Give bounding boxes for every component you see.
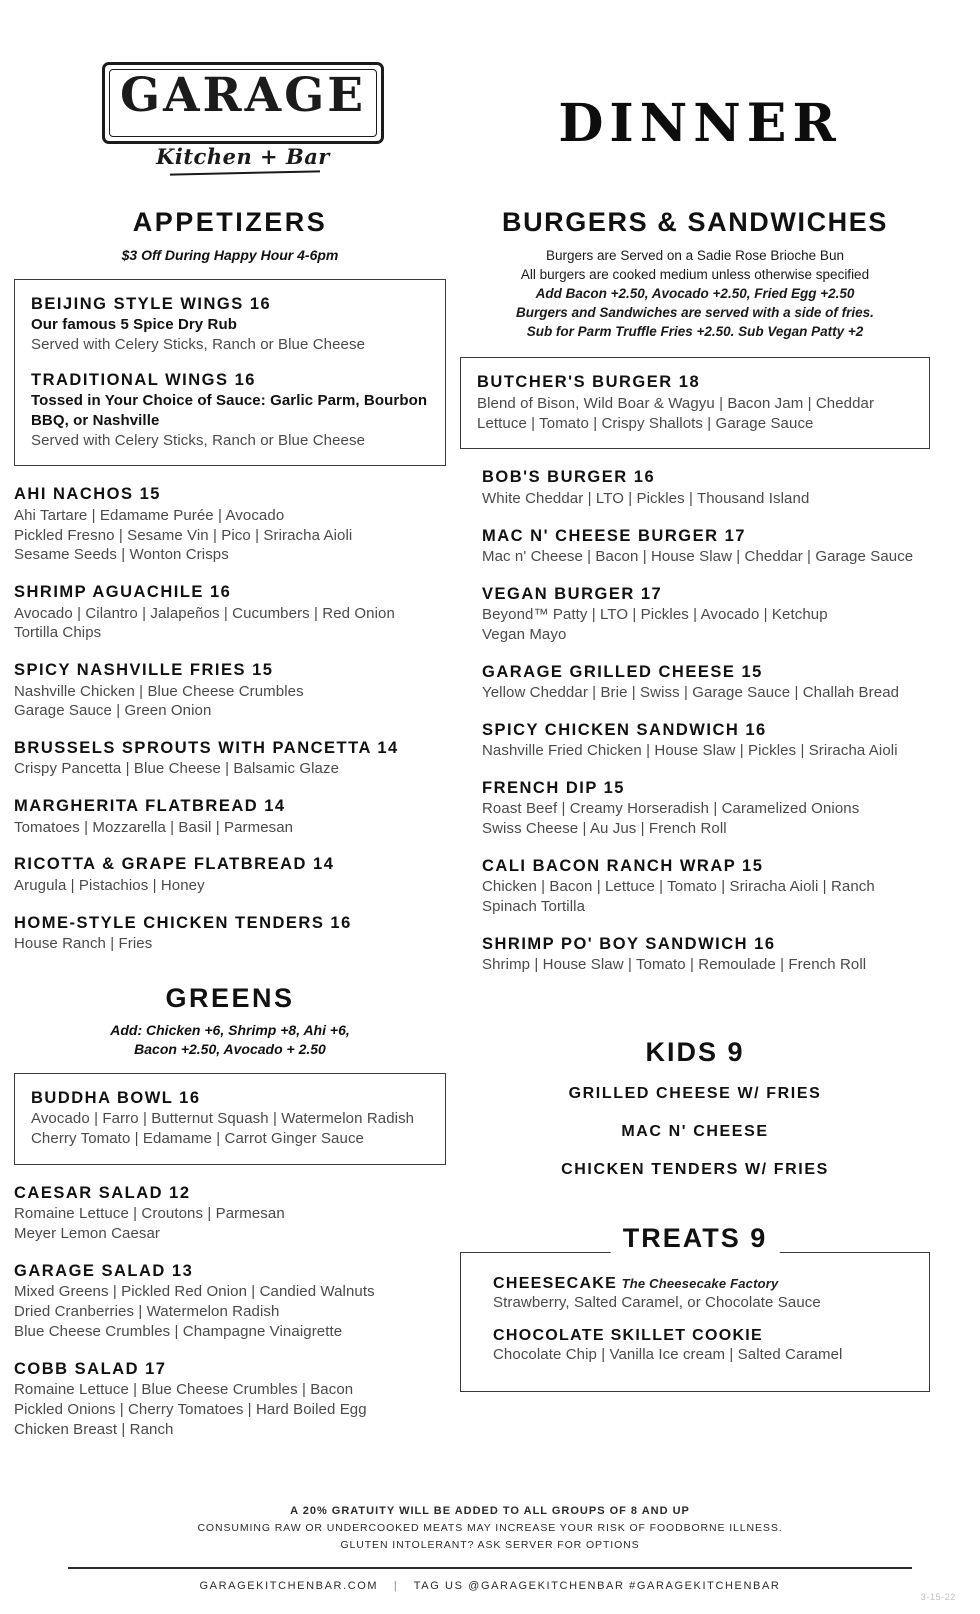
item-desc: Roast Beef | Creamy Horseradish | Caramelized Onions (482, 799, 860, 817)
gratuity-notice: A 20% GRATUITY WILL BE ADDED TO ALL GROUPS OF 8 AND UP (290, 1504, 690, 1517)
menu-footer (0, 1503, 980, 1614)
menu-item (477, 372, 913, 433)
menu-item (31, 294, 429, 355)
page-title: DINNER (558, 93, 842, 154)
treats-heading: TREATS 9 (611, 1223, 780, 1254)
item-name: VEGAN BURGER 17 (482, 584, 663, 603)
burgers-list (460, 467, 930, 974)
item-desc: Pickled Onions | Cherry Tomatoes | Hard Boiled Egg (14, 1400, 367, 1418)
menu-item (31, 370, 429, 451)
gluten-notice: GLUTEN INTOLERANT? ASK SERVER FOR OPTIONS (340, 1539, 640, 1552)
section-appetizers (14, 208, 446, 954)
item-name: BOB'S BURGER 16 (482, 468, 656, 487)
greens-subheading (14, 1021, 446, 1059)
item-name: CHEESECAKE (493, 1274, 618, 1292)
item-desc: Blend of Bison, Wild Boar & Wagyu | Bacon Jam | Cheddar (477, 394, 875, 412)
kids-item: MAC N' CHEESE (621, 1122, 769, 1140)
burgers-intro-line: Sub for Parm Truffle Fries +2.50. Sub Vegan Patty +2 (526, 324, 864, 340)
item-name: COBB SALAD 17 (14, 1359, 167, 1378)
appetizers-featured-box (14, 279, 446, 467)
menu-item (14, 1359, 446, 1440)
menu-header (0, 0, 980, 200)
menu-item (482, 856, 930, 917)
burgers-intro-line: Burgers and Sandwiches are served with a side of fries. (516, 305, 874, 321)
menu-item (14, 738, 446, 779)
logo-underline-icon (170, 170, 320, 175)
item-desc: Blue Cheese Crumbles | Champagne Vinaigrette (14, 1322, 343, 1340)
menu-item (14, 854, 446, 895)
greens-list (14, 1183, 446, 1440)
item-desc: Avocado | Farro | Butternut Squash | Watermelon Radish (31, 1110, 415, 1128)
item-name: BUDDHA BOWL 16 (31, 1089, 201, 1108)
item-name: MAC N' CHEESE BURGER 17 (482, 526, 746, 545)
burgers-heading: BURGERS & SANDWICHES (501, 207, 889, 237)
section-kids (460, 1037, 930, 1179)
item-name: SHRIMP AGUACHILE 16 (14, 583, 232, 602)
item-name-row (493, 1327, 909, 1345)
item-name: SPICY NASHVILLE FRIES 15 (14, 661, 274, 680)
item-name: BUTCHER'S BURGER 18 (477, 373, 701, 392)
item-desc: Shrimp | House Slaw | Tomato | Remoulade | French Roll (482, 955, 867, 973)
item-desc: Chicken Breast | Ranch (14, 1420, 174, 1438)
item-name: GARAGE GRILLED CHEESE 15 (482, 662, 763, 681)
menu-date-code: 3-15-22 (920, 1592, 956, 1602)
menu-item (493, 1327, 909, 1365)
item-name: TRADITIONAL WINGS 16 (31, 370, 256, 389)
item-desc: Meyer Lemon Caesar (14, 1225, 161, 1243)
menu-item (14, 1183, 446, 1244)
item-desc: Served with Celery Sticks, Ranch or Blue Cheese (31, 431, 366, 449)
item-name-row (493, 1275, 909, 1293)
item-desc: White Cheddar | LTO | Pickles | Thousand Island (482, 489, 810, 507)
item-bold-desc: Our famous 5 Spice Dry Rub (31, 315, 237, 333)
treats-box (460, 1252, 930, 1392)
burgers-intro-line: Add Bacon +2.50, Avocado +2.50, Fried Egg +2.50 (535, 286, 855, 301)
social-handles: TAG US @GARAGEKITCHENBAR #GARAGEKITCHENBAR (413, 1580, 781, 1592)
menu-item (14, 660, 446, 721)
menu-item (482, 526, 930, 567)
item-name: BEIJING STYLE WINGS 16 (31, 294, 272, 313)
section-treats (460, 1223, 930, 1392)
item-desc: Romaine Lettuce | Croutons | Parmesan (14, 1205, 285, 1223)
item-desc: Spinach Tortilla (482, 897, 586, 915)
appetizers-heading: APPETIZERS (132, 207, 328, 237)
website-link[interactable]: GARAGEKITCHENBAR.COM (199, 1580, 379, 1592)
burgers-intro-line: Burgers are Served on a Sadie Rose Brioche Bun (546, 247, 844, 263)
logo-tagline: Kitchen + Bar (156, 144, 330, 169)
item-desc: Vegan Mayo (482, 625, 567, 643)
kids-item: CHICKEN TENDERS W/ FRIES (561, 1160, 829, 1178)
item-name: HOME-STYLE CHICKEN TENDERS 16 (14, 913, 352, 932)
item-desc: Lettuce | Tomato | Crispy Shallots | Garage Sauce (477, 414, 814, 432)
menu-item (493, 1275, 909, 1313)
menu-item (482, 934, 930, 975)
appetizers-subheading: $3 Off During Happy Hour 4-6pm (121, 246, 339, 263)
item-name: RICOTTA & GRAPE FLATBREAD 14 (14, 855, 335, 874)
item-desc: Romaine Lettuce | Blue Cheese Crumbles | Bacon (14, 1381, 354, 1399)
item-desc: Nashville Fried Chicken | House Slaw | Pickles | Sriracha Aioli (482, 741, 898, 759)
item-desc: Avocado | Cilantro | Jalapeños | Cucumbers | Red Onion (14, 604, 395, 622)
footer-contact (0, 1580, 980, 1592)
item-name: FRENCH DIP 15 (482, 778, 625, 797)
item-desc: Strawberry, Salted Caramel, or Chocolate Sauce (493, 1293, 821, 1311)
item-desc: Sesame Seeds | Wonton Crisps (14, 546, 229, 564)
greens-featured-box (14, 1073, 446, 1165)
item-name: AHI NACHOS 15 (14, 485, 161, 504)
logo-wordmark: GARAGE (119, 68, 367, 123)
greens-subheading-line2: Bacon +2.50, Avocado + 2.50 (134, 1041, 326, 1058)
greens-heading: GREENS (165, 982, 295, 1013)
item-name: CALI BACON RANCH WRAP 15 (482, 856, 764, 875)
item-desc: Swiss Cheese | Au Jus | French Roll (482, 819, 727, 837)
item-name: CAESAR SALAD 12 (14, 1184, 191, 1203)
item-desc: Arugula | Pistachios | Honey (14, 876, 205, 894)
item-name: CHOCOLATE SKILLET COOKIE (493, 1326, 764, 1344)
kids-item: GRILLED CHEESE W/ FRIES (568, 1084, 822, 1102)
menu-item (14, 582, 446, 643)
item-desc: Tortilla Chips (14, 624, 102, 642)
burgers-intro-line: All burgers are cooked medium unless otherwise specified (520, 266, 870, 282)
right-column (460, 208, 930, 1392)
left-column (14, 208, 446, 1440)
item-desc: Chocolate Chip | Vanilla Ice cream | Salted Caramel (493, 1345, 843, 1363)
menu-item (482, 662, 930, 703)
item-name: GARAGE SALAD 13 (14, 1262, 194, 1280)
item-desc: Nashville Chicken | Blue Cheese Crumbles (14, 682, 304, 700)
item-desc: Yellow Cheddar | Brie | Swiss | Garage Sauce | Challah Bread (482, 683, 900, 701)
menu-item (482, 720, 930, 761)
item-desc: Chicken | Bacon | Lettuce | Tomato | Sriracha Aioli | Ranch (482, 877, 875, 895)
item-name: SHRIMP PO' BOY SANDWICH 16 (482, 934, 776, 953)
item-desc: Garage Sauce | Green Onion (14, 702, 212, 720)
raw-food-warning: CONSUMING RAW OR UNDERCOOKED MEATS MAY INCREASE YOUR RISK OF FOODBORNE ILLNESS. (197, 1522, 783, 1535)
section-burgers-sandwiches (460, 208, 930, 975)
menu-item (14, 1261, 446, 1342)
item-desc: Pickled Fresno | Sesame Vin | Pico | Sriracha Aioli (14, 526, 353, 544)
item-desc: Ahi Tartare | Edamame Purée | Avocado (14, 506, 285, 524)
item-desc: House Ranch | Fries (14, 934, 153, 952)
burgers-intro (460, 246, 930, 342)
appetizers-list (14, 484, 446, 953)
kids-heading: KIDS 9 (645, 1036, 745, 1067)
item-desc: Tomatoes | Mozzarella | Basil | Parmesan (14, 818, 294, 836)
item-desc: Mac n' Cheese | Bacon | House Slaw | Cheddar | Garage Sauce (482, 547, 914, 565)
menu-item (14, 913, 446, 954)
menu-item (14, 796, 446, 837)
section-greens (14, 984, 446, 1440)
menu-item (14, 484, 446, 565)
menu-item (31, 1088, 429, 1149)
item-desc: Dried Cranberries | Watermelon Radish (14, 1303, 280, 1321)
item-name: SPICY CHICKEN SANDWICH 16 (482, 720, 767, 739)
item-name: BRUSSELS SPROUTS WITH PANCETTA 14 (14, 739, 399, 758)
item-desc: Mixed Greens | Pickled Red Onion | Candied Walnuts (14, 1283, 375, 1301)
menu-item (482, 467, 930, 508)
footer-divider (68, 1567, 912, 1569)
item-desc: Cherry Tomato | Edamame | Carrot Ginger Sauce (31, 1130, 364, 1148)
burgers-featured-box (460, 357, 930, 449)
footer-separator-icon: | (393, 1580, 399, 1592)
greens-subheading-line1: Add: Chicken +6, Shrimp +8, Ahi +6, (110, 1022, 350, 1039)
item-desc: Beyond™ Patty | LTO | Pickles | Avocado | Ketchup (482, 605, 828, 623)
item-desc: Served with Celery Sticks, Ranch or Blue Cheese (31, 335, 366, 353)
garage-logo (98, 60, 388, 175)
menu-item (482, 778, 930, 839)
item-name: MARGHERITA FLATBREAD 14 (14, 797, 286, 816)
item-desc: Crispy Pancetta | Blue Cheese | Balsamic Glaze (14, 760, 340, 778)
menu-item (482, 584, 930, 645)
item-bold-desc: Tossed in Your Choice of Sauce: Garlic Parm, Bourbon BBQ, or Nashville (31, 391, 428, 429)
item-note: The Cheesecake Factory (621, 1275, 779, 1291)
